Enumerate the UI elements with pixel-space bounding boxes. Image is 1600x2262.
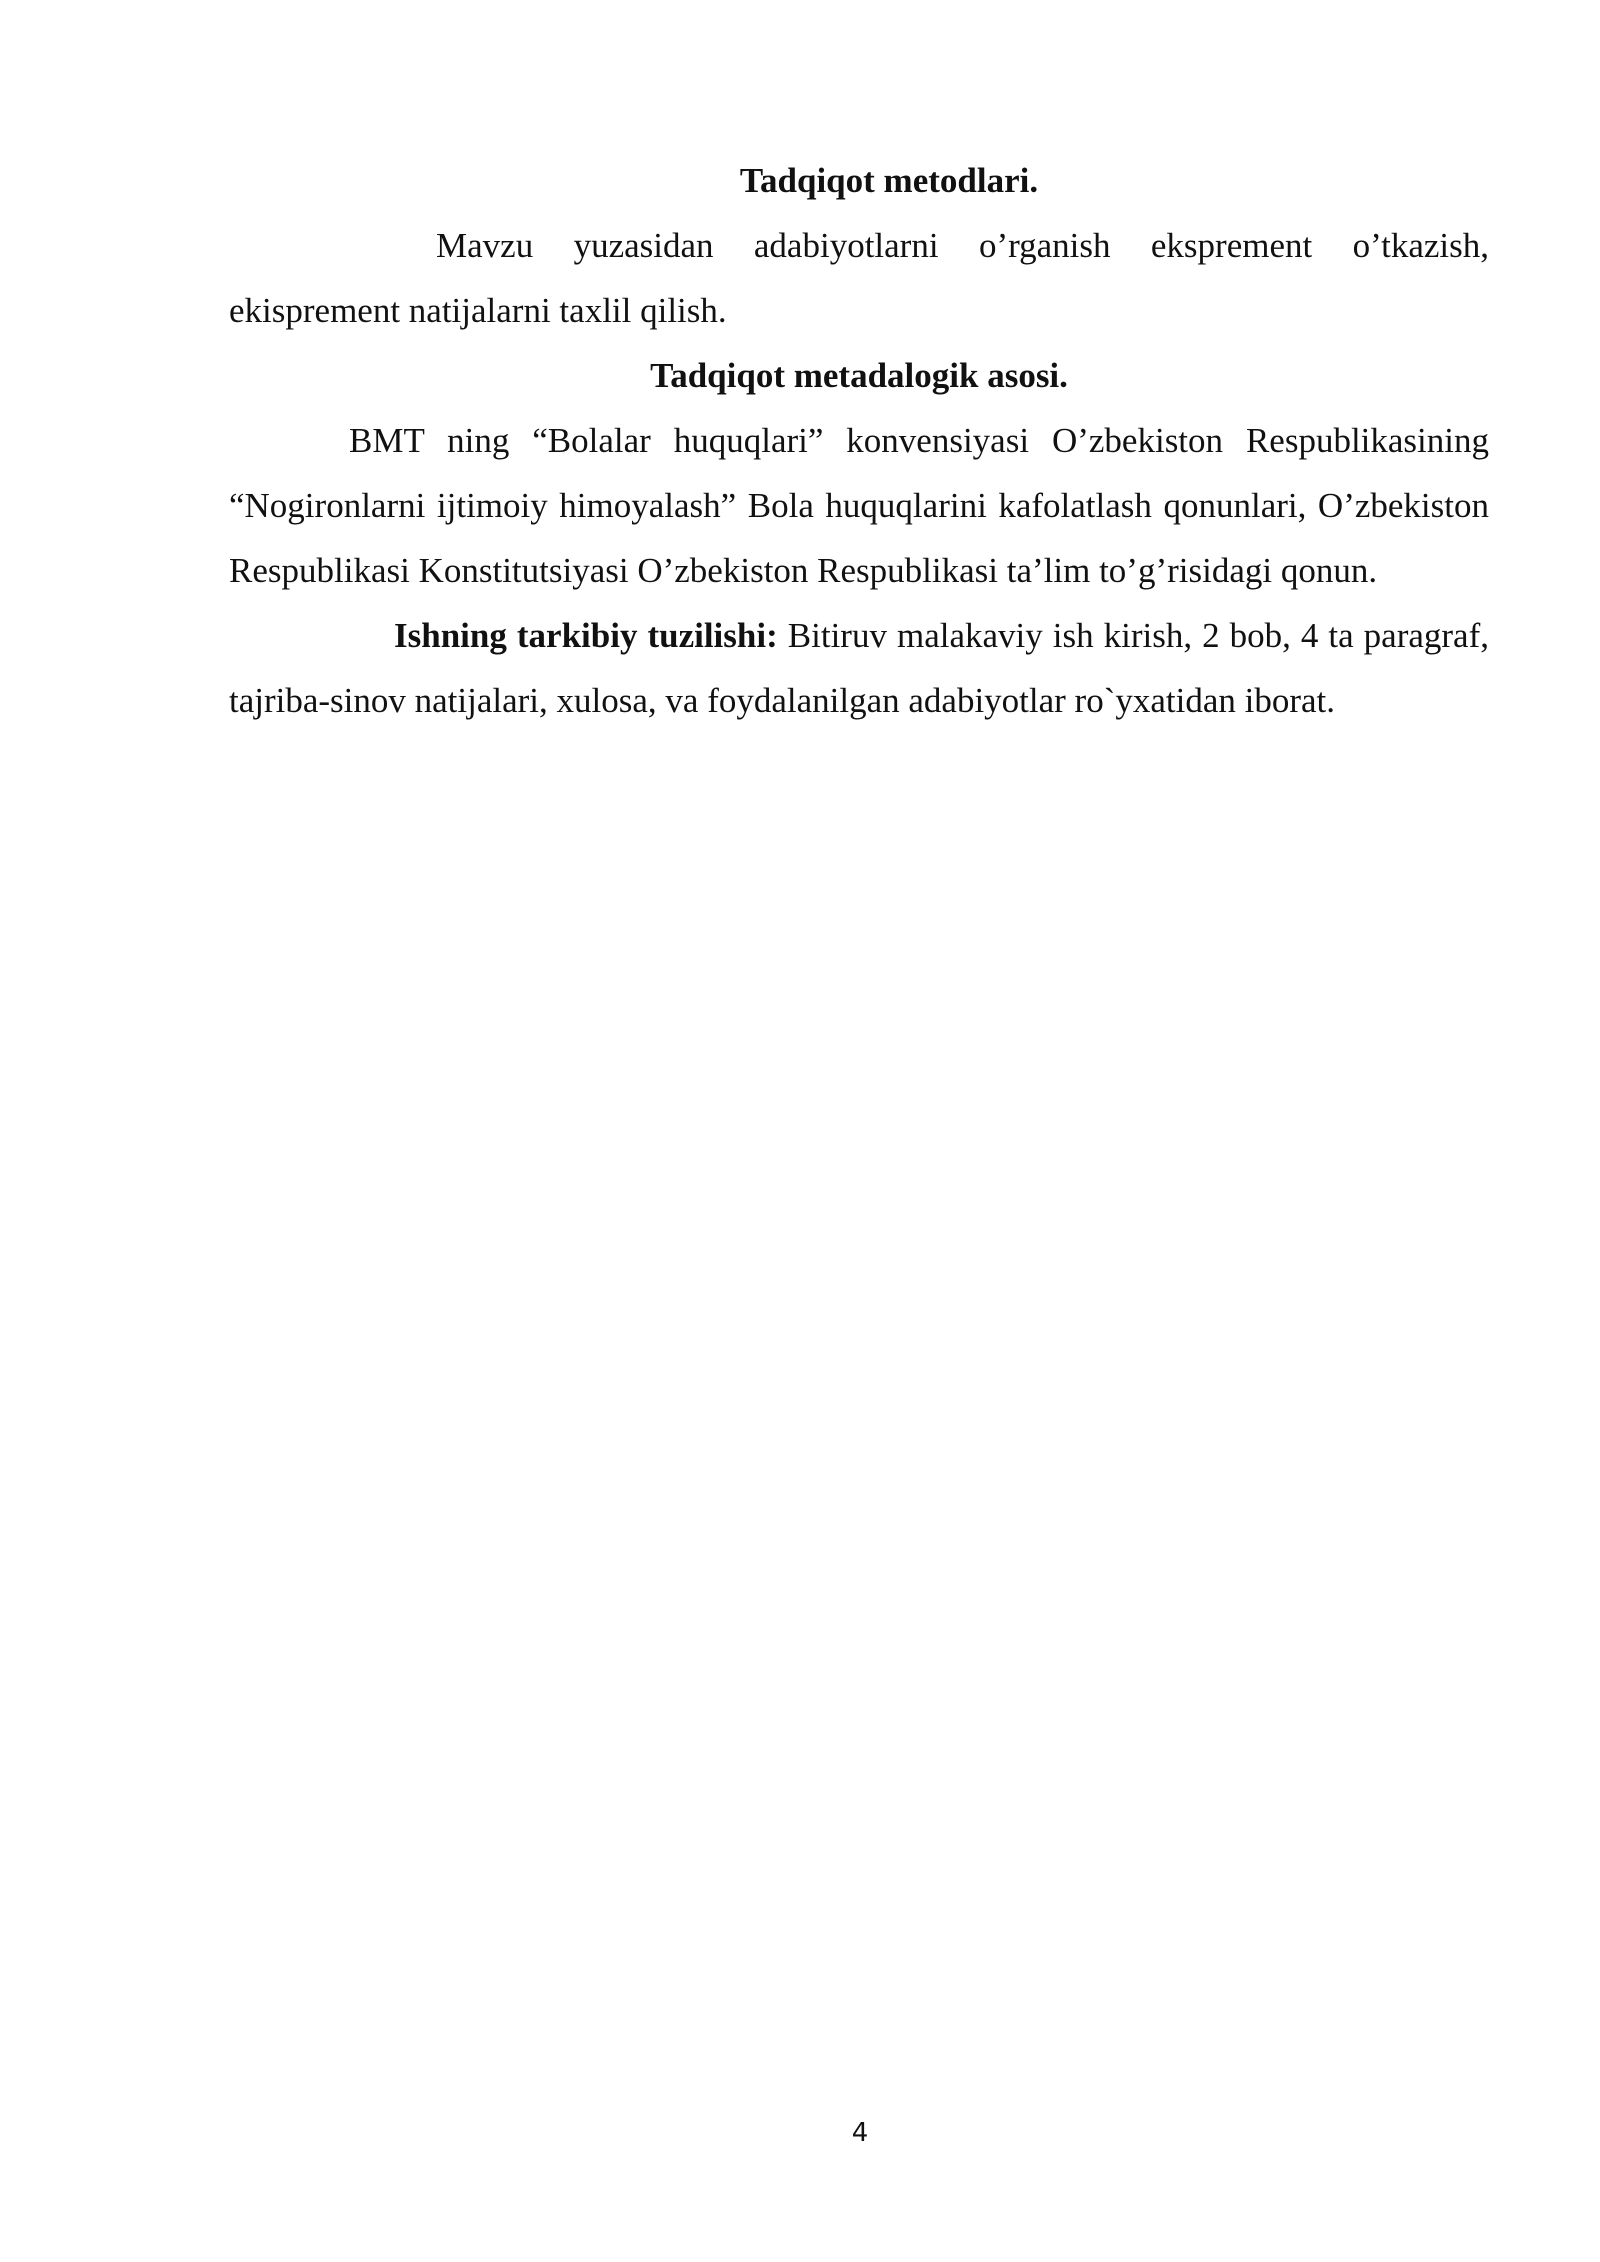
heading-research-methods: Tadqiqot metodlari. (739, 161, 1039, 200)
paragraph-research-methods: Mavzu yuzasidan adabiyotlarni o’rganish ekspremеnt o’tkazish, ekisprement natijalarni taxlil qilish. (229, 226, 1489, 330)
paragraph-work-structure (229, 603, 1489, 733)
work-structure-text: Bitiruv malakaviy ish kirish, 2 bob, 4 ta paragraf, tajriba-sinov natijalari, xulosa, va foydalanilgan adabiyotlar ro`yxatidan iborat. (229, 616, 1489, 720)
work-structure-label: Ishning tarkibiy tuzilishi: (394, 616, 778, 655)
page-number: 4 (851, 2118, 869, 2148)
paragraph-methodological-basis: BMT ning “Bolalar huquqlari” konvensiyasi O’zbekiston Respublikasining “Nogironlarni ijtimoiy himoyalash” Bola huquqlarini kafolatlash qonunlari, O’zbekiston Respublikasi Konstitutsiyasi O’zbekiston Respublikasi ta’lim to’g’risidagi qonun. (229, 421, 1489, 590)
heading-methodological-basis: Tadqiqot metadalogik asosi. (650, 356, 1068, 395)
document-body (229, 148, 1489, 733)
